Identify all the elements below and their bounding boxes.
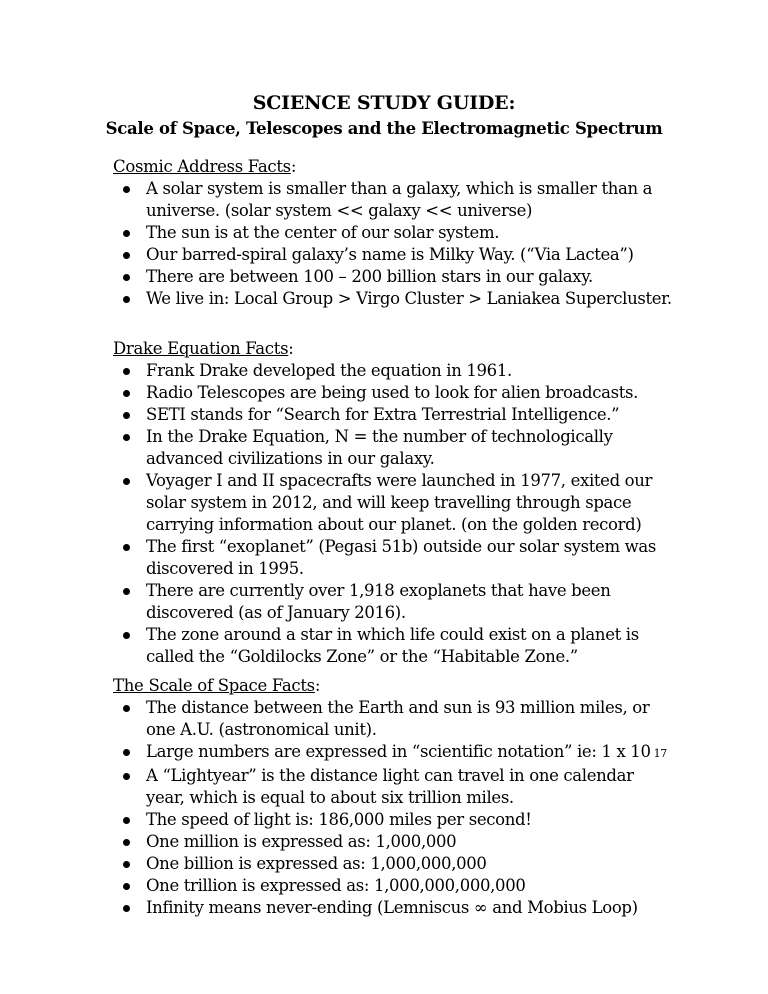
list-item — [113, 624, 673, 668]
page-subtitle: Scale of Space, Telescopes and the Electromagnetic Spectrum — [105, 119, 663, 138]
list-item-text: The zone around a star in which life could exist on a planet is called the “Goldilocks Zone” or the “Habitable Zone.” — [146, 625, 639, 666]
list-item-text: We live in: Local Group > Virgo Cluster > Laniakea Supercluster. — [146, 289, 672, 308]
bullet-icon — [123, 749, 130, 756]
bullet-icon — [123, 296, 130, 303]
list-item-text: SETI stands for “Search for Extra Terrestrial Intelligence.” — [146, 405, 620, 424]
list-item-text: One trillion is expressed as: 1,000,000,000,000 — [146, 876, 526, 895]
list-item — [113, 244, 673, 266]
exponent-text: 17 — [653, 747, 667, 760]
list-item — [113, 360, 673, 382]
list-item-text: One million is expressed as: 1,000,000 — [146, 832, 457, 851]
bullet-icon — [123, 252, 130, 259]
bullet-list — [113, 360, 673, 668]
list-item — [113, 470, 673, 536]
bullet-icon — [123, 588, 130, 595]
bullet-icon — [123, 230, 130, 237]
list-item — [113, 222, 673, 244]
bullet-list — [113, 178, 673, 310]
bullet-icon — [123, 905, 130, 912]
bullet-icon — [123, 632, 130, 639]
list-item — [113, 178, 673, 222]
bullet-list — [113, 697, 673, 919]
bullet-icon — [123, 274, 130, 281]
list-item-text: A “Lightyear” is the distance light can travel in one calendar year, which is equal to about six trillion miles. — [146, 766, 634, 807]
section-heading-label: The Scale of Space Facts — [113, 676, 315, 695]
bullet-icon — [123, 544, 130, 551]
list-item — [113, 875, 673, 897]
section-heading — [113, 338, 673, 360]
bullet-icon — [123, 368, 130, 375]
bullet-icon — [123, 839, 130, 846]
list-item-text: The distance between the Earth and sun is 93 million miles, or one A.U. (astronomical unit). — [146, 698, 650, 739]
bullet-icon — [123, 861, 130, 868]
list-item-text: One billion is expressed as: 1,000,000,000 — [146, 854, 487, 873]
list-item — [113, 288, 673, 310]
list-item — [113, 697, 673, 741]
heading-colon: : — [314, 676, 321, 695]
bullet-icon — [123, 390, 130, 397]
section-drake-equation — [113, 338, 673, 668]
list-item — [113, 266, 673, 288]
list-item-text: Our barred-spiral galaxy’s name is Milky Way. (“Via Lactea”) — [146, 245, 634, 264]
list-item-text: There are currently over 1,918 exoplanets that have been discovered (as of January 2016). — [146, 581, 611, 622]
list-item — [113, 382, 673, 404]
list-item-text: Infinity means never-ending (Lemniscus ∞ and Mobius Loop) — [146, 898, 638, 917]
bullet-icon — [123, 186, 130, 193]
list-item-text: Large numbers are expressed in “scientific notation” ie: 1 x 10 — [146, 742, 651, 761]
list-item — [113, 741, 673, 765]
heading-colon: : — [288, 339, 294, 358]
list-item — [113, 580, 673, 624]
list-item — [113, 897, 673, 919]
list-item — [113, 536, 673, 580]
list-item-text: The sun is at the center of our solar system. — [146, 223, 500, 242]
list-item-text: A solar system is smaller than a galaxy, which is smaller than a universe. (solar system << galaxy << universe) — [146, 179, 653, 220]
section-scale-of-space — [113, 675, 673, 919]
page-title: SCIENCE STUDY GUIDE: — [252, 92, 516, 114]
list-item-text: The speed of light is: 186,000 miles per second! — [146, 810, 532, 829]
bullet-icon — [123, 883, 130, 890]
bullet-icon — [123, 478, 130, 485]
list-item — [113, 404, 673, 426]
list-item — [113, 831, 673, 853]
section-cosmic-address — [113, 156, 673, 310]
list-item-text: The first “exoplanet” (Pegasi 51b) outside our solar system was discovered in 1995. — [146, 537, 657, 578]
section-heading — [113, 156, 673, 178]
list-item-text: Voyager I and II spacecrafts were launched in 1977, exited our solar system in 2012, and will keep travelling through space carrying information about our planet. (on the golden record) — [146, 471, 653, 534]
list-item — [113, 765, 673, 809]
bullet-icon — [123, 817, 130, 824]
bullet-icon — [123, 412, 130, 419]
list-item-text: In the Drake Equation, N = the number of technologically advanced civilizations in our galaxy. — [146, 427, 613, 468]
list-item-text: There are between 100 – 200 billion stars in our galaxy. — [146, 267, 593, 286]
list-item — [113, 809, 673, 831]
list-item-text: Radio Telescopes are being used to look for alien broadcasts. — [146, 383, 639, 402]
section-heading — [113, 675, 673, 697]
section-heading-label: Cosmic Address Facts — [113, 157, 291, 176]
heading-colon: : — [290, 157, 297, 176]
bullet-icon — [123, 705, 130, 712]
list-item — [113, 426, 673, 470]
section-heading-label: Drake Equation Facts — [113, 339, 289, 358]
bullet-icon — [123, 434, 130, 441]
list-item — [113, 853, 673, 875]
list-item-text: Frank Drake developed the equation in 1961. — [146, 361, 512, 380]
bullet-icon — [123, 773, 130, 780]
